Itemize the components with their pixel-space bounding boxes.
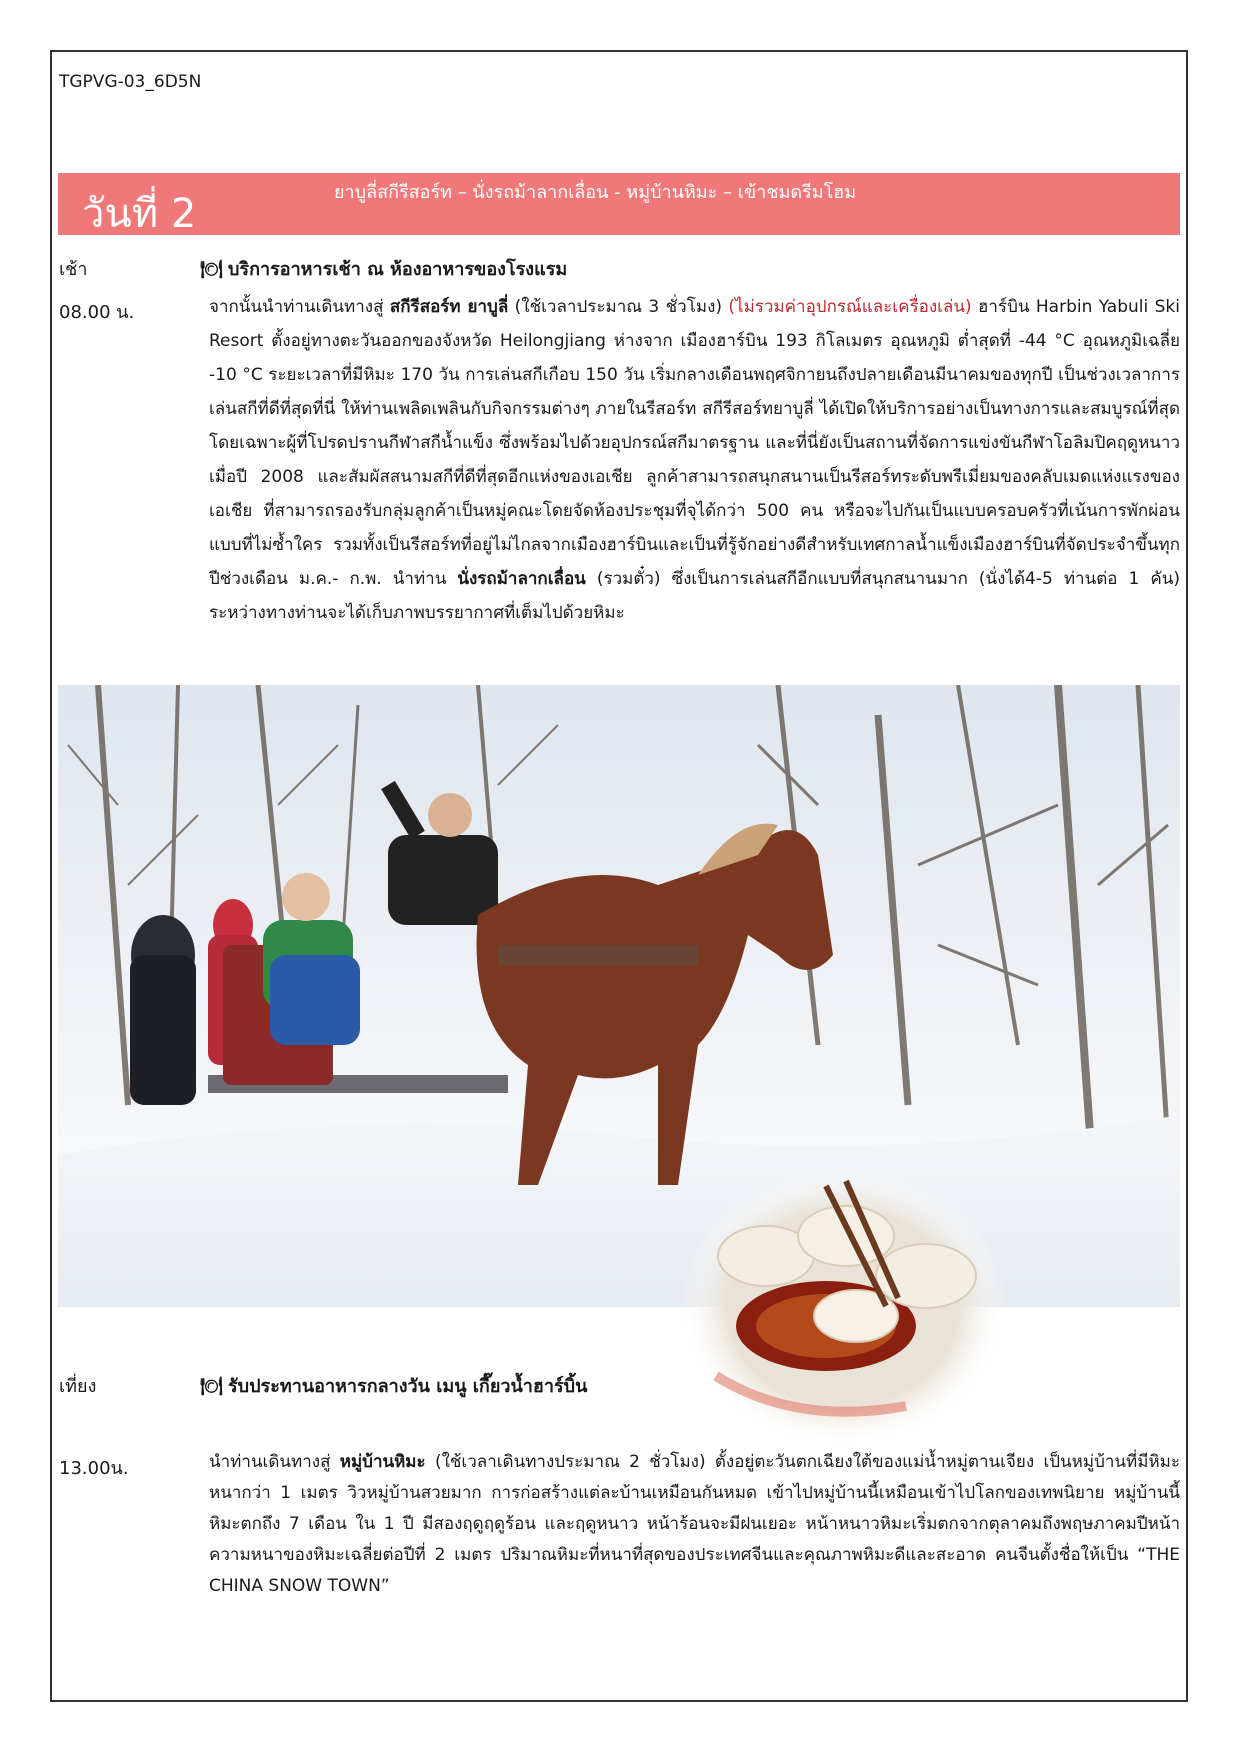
afternoon-paragraph — [209, 1447, 1180, 1602]
resort-name: สกีรีสอร์ท ยาบูลี่ — [389, 297, 509, 317]
lunch-label: เที่ยง — [59, 1376, 97, 1397]
morning-paragraph — [209, 290, 1180, 630]
day-route: ยาบูลี่สกีรีสอร์ท – นั่งรถม้าลากเลื่อน - หมู่บ้านหิมะ – เข้าชมดรีมโฮม — [334, 182, 857, 203]
dining-icon: 🍽 — [200, 1376, 223, 1397]
breakfast-label: เช้า — [59, 259, 88, 280]
dumpling-photo — [676, 1166, 1010, 1450]
breakfast-text: บริการอาหารเช้า ณ ห้องอาหารของโรงแรม — [228, 259, 568, 280]
breakfast-line — [200, 254, 567, 283]
morning-duration: (ใช้เวลาประมาณ 3 ชั่วโมง) — [508, 297, 729, 317]
morning-lead: จากนั้นนำท่านเดินทางสู่ — [209, 297, 390, 317]
morning-body: ฮาร์บิน Harbin Yabuli Ski Resort ตั้งอยู่ทางตะวันออกของจังหวัด Heilongjiang ห่างจาก เมืองฮาร์บิน 193 กิโลเมตร อุณหภูมิ ต่ำสุดที่ -44 °C อุณหภูมิเฉลี่ย -10 °C ระยะเวลาที่มีหิมะ 170 วัน การเล่นสกีเกือบ 150 วัน เริ่มกลางเดือนพฤศจิกายนถึงปลายเดือนมีนาคมของทุกปี เป็นช่วงเวลาการเล่นสกีที่ดีที่สุดที่นี่ ให้ท่านเพลิดเพลินกับกิจกรรมต่างๆ ภายในรีสอร์ท สกีรีสอร์ทยาบูลี่ ได้เปิดให้บริการอย่างเป็นทางการและสมบูรณ์ที่สุดโดยเฉพาะผู้ที่โปรดปรานกีฬาสกีน้ำแข็ง ซึ่งพร้อมไปด้วยอุปกรณ์สกีมาตรฐาน และที่นี่ยังเป็นสถานที่จัดการแข่งขันกีฬาโอลิมปิคฤดูหนาวเมื่อปี 2008 และสัมผัสสนามสกีที่ดีที่สุดอีกแห่งของเอเชีย ลูกค้าสามารถสนุกสนานเป็นรีสอร์ทระดับพรีเมี่ยมของคลับเมดแห่งแรงของเอเชีย ที่สามารถรองรับกลุ่มลูกค้าเป็นหมู่คณะโดยจัดห้องประชุมที่จุได้กว่า 500 คน หรือจะไปกันเป็นแบบครอบครัวที่เน้นการพักผ่อนแบบที่ไม่ซ้ำใคร รวมทั้งเป็นรีสอร์ทที่อยู่ไม่ไกลจากเมืองฮาร์บินและเป็นที่รู้จักอย่างดีสำหรับเทศกาลน้ำแข็งเมืองฮาร์บินที่จัดประจำขึ้นทุกปีช่วงเดือน ม.ค.- ก.พ. นำท่าน — [209, 297, 1180, 589]
afternoon-lead: นำท่านเดินทางสู่ — [209, 1452, 340, 1472]
snow-village-name: หมู่บ้านหิมะ — [339, 1452, 426, 1472]
exclusion-note: (ไม่รวมค่าอุปกรณ์และเครื่องเล่น) — [728, 297, 972, 317]
dining-icon: 🍽 — [200, 259, 223, 280]
morning-time: 08.00 น. — [59, 302, 135, 323]
afternoon-time: 13.00น. — [59, 1458, 129, 1479]
afternoon-body: (ใช้เวลาเดินทางประมาณ 2 ชั่วโมง) ตั้งอยู่ตะวันตกเฉียงใต้ของแม่น้ำหมู่ตานเจียง เป็นหมู่บ้านที่มีหิมะหนากว่า 1 เมตร วิวหมู่บ้านสวยมาก การก่อสร้างแต่ละบ้านเหมือนกันหมด เข้าไปหมู่บ้านนี้เหมือนเข้าไปโลกของเทพนิยาย หมู่บ้านนี้หิมะตกถึง 7 เดือน ใน 1 ปี มีสองฤดูฤดูร้อน และฤดูหนาว หน้าร้อนจะมีฝนเยอะ หน้าหนาวหิมะเริ่มตกจากตุลาคมถึงพฤษภาคมปีหน้า ความหนาของหิมะเฉลี่ยต่อปีที่ 2 เมตร ปริมาณหิมะที่หนาที่สุดของประเทศจีนและคุณภาพหิมะดีและสะอาด คนจีนตั้งชื่อให้เป็น “THE CHINA SNOW TOWN” — [209, 1452, 1180, 1596]
day-title: วันที่ 2 — [82, 191, 197, 237]
lunch-line — [200, 1371, 587, 1400]
horse-sleigh-photo — [58, 685, 1180, 1307]
morning-tail: (รวมตั๋ว) ซึ่งเป็นการเล่นสกีอีกแบบที่สนุกสนานมาก (นั่งได้4-5 ท่านต่อ 1 คัน) ระหว่างทางท่านจะได้เก็บภาพบรรยากาศที่เต็มไปด้วยหิมะ — [209, 569, 1180, 623]
day-banner — [58, 173, 1180, 235]
sleigh-ride: นั่งรถม้าลากเลื่อน — [457, 569, 586, 589]
document-code: TGPVG-03_6D5N — [59, 72, 202, 92]
lunch-text: รับประทานอาหารกลางวัน เมนู เกี๊ยวน้ำฮาร์บิ้น — [228, 1376, 588, 1397]
